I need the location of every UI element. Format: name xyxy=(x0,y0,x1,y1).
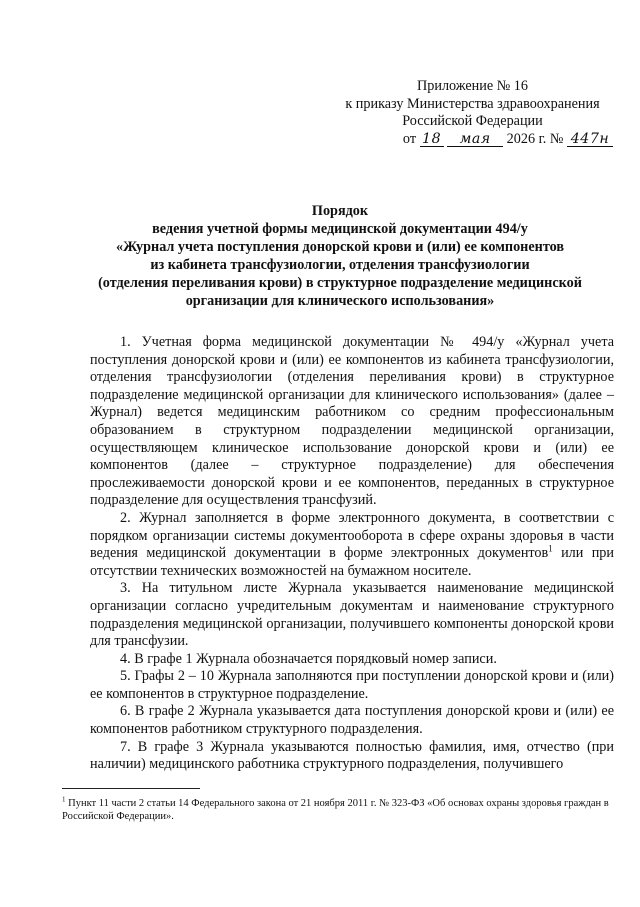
footnote-text: Пункт 11 части 2 статьи 14 Федерального закона от 21 ноября 2011 г. № 323-ФЗ «Об основах охраны здоровья граждан в Российской Федерации». xyxy=(62,798,609,822)
paragraph-2-tail: или при отсутствии технических возможностей на бумажном носителе. xyxy=(90,545,614,579)
title-line: организации для клинического использования» xyxy=(185,293,495,309)
footnote xyxy=(62,797,614,823)
paragraph-1: 1. Учетная форма медицинской документации № 494/у «Журнал учета поступления донорской крови и (или) ее компонентов из кабинета трансфузиологии, отделения трансфузиологии (отделения переливания крови) в структурное подразделение медицинской организации для клинического использования» (далее – Журнал) ведется медицинским работником со средним профессиональным образованием в структурном подразделении медицинской организации, осуществляющем клиническое использование донорской крови и (или) ее компонентов (далее – структурное подразделение) для обеспечения прослеживаемости донорской крови и ее компонентов, переданных в структурное подразделение для осуществления трансфузий. xyxy=(90,334,614,509)
handwritten-month: мая xyxy=(447,132,503,147)
paragraph-2-text: 2. Журнал заполняется в форме электронного документа, в соответствии с порядком организации системы документооборота в сфере охраны здоровья в части ведения медицинской документации в форме электронных документов xyxy=(90,509,614,562)
appendix-number: Приложение № 16 xyxy=(417,78,528,94)
order-date-line xyxy=(330,131,615,149)
paragraph-6: 6. В графе 2 Журнала указывается дата поступления донорской крови и (или) ее компонентов работником структурного подразделения. xyxy=(90,703,614,738)
title-line: Порядок xyxy=(311,203,369,219)
date-prefix: от xyxy=(402,130,417,147)
paragraph-7: 7. В графе 3 Журнала указываются полностью фамилия, имя, отчество (при наличии) медицинского работника структурного подразделения, получившего xyxy=(90,738,614,773)
title-line: ведения учетной формы медицинской документации 494/у xyxy=(152,221,528,237)
handwritten-order-number: 447н xyxy=(567,132,613,147)
paragraph-3: 3. На титульном листе Журнала указывается наименование медицинской организации согласно учредительным документам и наименование структурного подразделения медицинской организации, получившего компоненты донорской крови для трансфузии. xyxy=(90,580,614,650)
document-title xyxy=(70,202,610,310)
paragraph-4: 4. В графе 1 Журнала обозначается порядковый номер записи. xyxy=(120,650,497,667)
appendix-header xyxy=(330,78,615,148)
paragraph-2 xyxy=(90,510,614,580)
handwritten-day: 18 xyxy=(420,132,444,147)
date-year: 2026 г. № xyxy=(506,130,564,147)
title-line: «Журнал учета поступления донорской крови и (или) ее компонентов xyxy=(116,239,564,255)
title-line: из кабинета трансфузиологии, отделения трансфузиологии xyxy=(150,257,530,273)
footnote-divider xyxy=(62,788,200,789)
title-line: (отделения переливания крови) в структурное подразделение медицинской xyxy=(98,275,582,291)
federation-line: Российской Федерации xyxy=(402,113,543,129)
document-body xyxy=(90,334,614,774)
footnote-reference: 1 xyxy=(548,543,553,554)
order-reference: к приказу Министерства здравоохранения xyxy=(345,95,600,112)
paragraph-5: 5. Графы 2 – 10 Журнала заполняются при поступлении донорской крови и (или) ее компонентов в структурное подразделение. xyxy=(90,668,614,702)
footnote-marker: 1 xyxy=(62,795,66,804)
